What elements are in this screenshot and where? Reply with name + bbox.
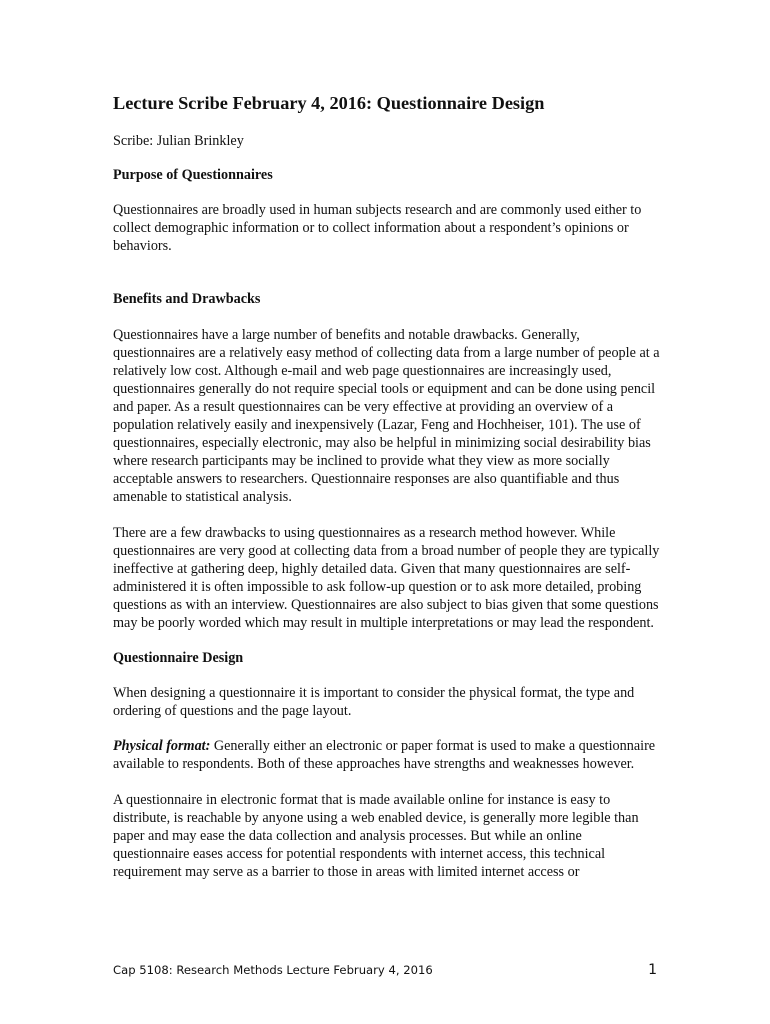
physical-format-text: Generally either an electronic or paper format is used to make a questionnaire available to respondents. Both of these approaches have strengths and weaknesses however. (113, 738, 656, 773)
purpose-paragraph: Questionnaires are broadly used in human subjects research and are commonly used either to collect demographic information or to collect information about a respondent’s opinions or behaviors. (113, 202, 642, 255)
design-heading: Questionnaire Design (113, 650, 244, 667)
document-title: Lecture Scribe February 4, 2016: Questionnaire Design (113, 93, 545, 113)
purpose-heading: Purpose of Questionnaires (113, 167, 273, 184)
page-number: 1 (648, 962, 657, 978)
scribe-line: Scribe: Julian Brinkley (113, 133, 244, 149)
benefits-paragraph-2: There are a few drawbacks to using questionnaires as a research method however. While questionnaires are very good at collecting data from a broad number of people they are typically ineffective at gathering deep, highly detailed data. Given that many questionnaires are self-administered it is often impossible to ask follow-up question or to ask more detailed, probing questions as with an interview. Questionnaires are also subject to bias given that some questions may be poorly worded which may result in multiple interpretations or may lead the respondent. (113, 524, 660, 631)
physical-format-paragraph (113, 737, 661, 773)
page-footer (113, 962, 657, 978)
footer-text: Cap 5108: Research Methods Lecture February 4, 2016 (113, 963, 433, 977)
design-paragraph-3: A questionnaire in electronic format that is made available online for instance is easy to distribute, is reachable by anyone using a web enabled device, is generally more legible than paper and may ease the data collection and analysis processes. But while an online questionnaire eases access for potential respondents with internet access, this technical requirement may serve as a barrier to those in areas with limited internet access or (113, 791, 639, 880)
design-paragraph-1: When designing a questionnaire it is important to consider the physical format, the type and ordering of questions and the page layout. (113, 685, 635, 720)
physical-format-label: Physical format: (113, 738, 211, 755)
document-content (113, 92, 661, 898)
benefits-heading: Benefits and Drawbacks (113, 291, 261, 308)
benefits-paragraph-1: Questionnaires have a large number of benefits and notable drawbacks. Generally, questionnaires are a relatively easy method of collecting data from a large number of people at a relatively low cost. Although e-mail and web page questionnaires are increasingly used, questionnaires generally do not require special tools or equipment and can be done using pencil and paper. As a result questionnaires can be very effective at providing an overview of a population relatively easily and inexpensively (Lazar, Feng and Hochheiser, 101). The use of questionnaires, especially electronic, may also be helpful in minimizing social desirability bias where research participants may be inclined to provide what they view as more socially acceptable answers to researchers. Questionnaire responses are also quantifiable and thus amenable to statistical analysis. (113, 326, 660, 506)
